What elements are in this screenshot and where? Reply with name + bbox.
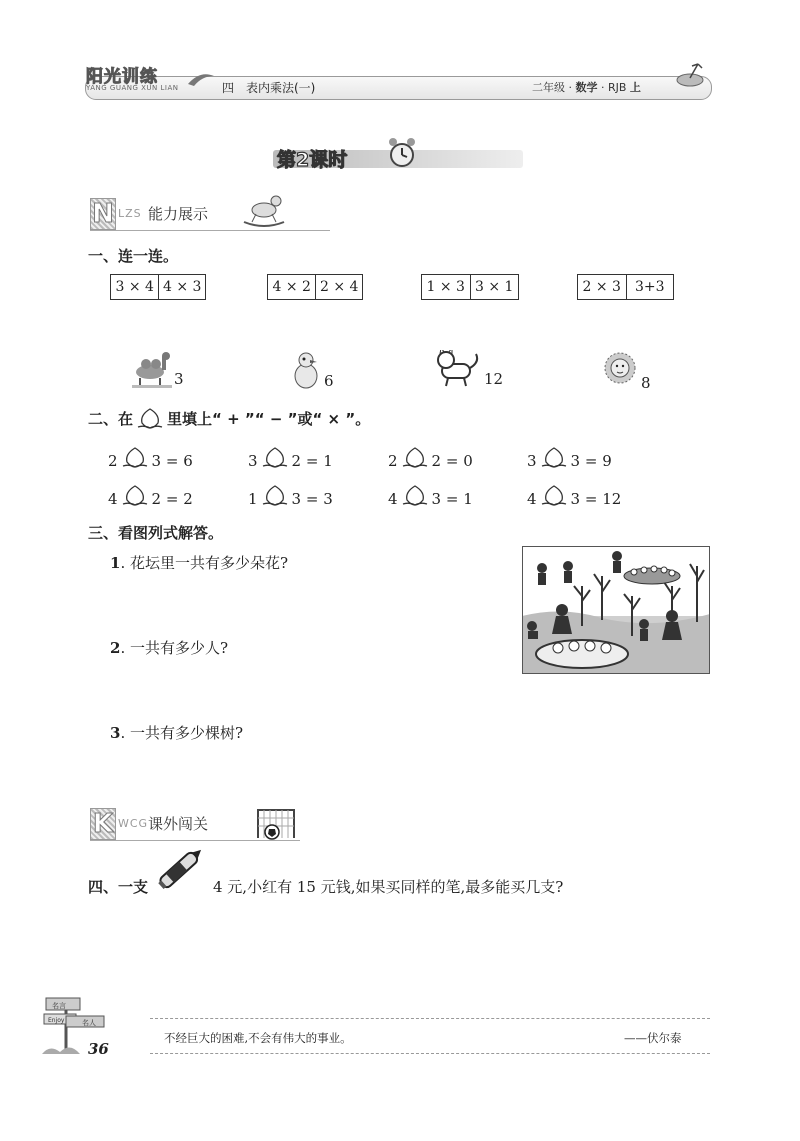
swoosh-icon (186, 68, 216, 90)
logo-pinyin: YANG GUANG XUN LIAN (86, 84, 179, 92)
equation-rhs: 3 = 1 (431, 490, 473, 508)
section-abbr: WCG (118, 817, 149, 830)
peach-blank-icon[interactable] (261, 482, 289, 508)
operand: 4 (108, 490, 118, 508)
peach-blank-icon[interactable] (401, 444, 429, 470)
peach-icon (136, 405, 164, 431)
animal-number: 8 (641, 374, 651, 392)
sign-text: Enjoy (48, 1017, 65, 1024)
cat-icon (436, 350, 480, 388)
operand: 4 (527, 490, 537, 508)
section-letter: K (90, 808, 116, 840)
animal-item-camel[interactable] (130, 348, 200, 390)
unit-title: 四 表内乘法(一) (222, 81, 316, 95)
animal-number: 3 (174, 370, 184, 388)
soccer-goal-icon (254, 806, 298, 842)
question-1-title: 一、连一连。 (88, 247, 179, 265)
quote-author: ——伏尔泰 (624, 1031, 682, 1045)
alarm-clock-icon (387, 136, 417, 170)
expression-pair-4[interactable] (577, 274, 674, 300)
logo-title: 阳光训练 (86, 67, 158, 87)
camel-icon (130, 348, 174, 388)
animal-item-cat[interactable] (436, 350, 516, 392)
expression: 3 × 1 (475, 279, 514, 295)
question-4-text: 4 元,小红有 15 元钱,如果买同样的笔,最多能买几支? (213, 878, 564, 896)
brand-logo (78, 62, 218, 98)
lesson-title: 第2课时 (277, 149, 348, 171)
page-number: 36 (88, 1040, 109, 1058)
expression: 2 × 3 (578, 275, 627, 299)
expression: 3 × 4 (111, 275, 159, 299)
section-abbr: LZS (118, 207, 142, 220)
expression-pair-1[interactable] (110, 274, 206, 300)
blank-equation[interactable] (108, 482, 193, 508)
leaf-ornament-icon (672, 58, 712, 94)
animal-number: 6 (324, 372, 334, 390)
equation-rhs: 3 = 9 (570, 452, 612, 470)
equation-rhs: 2 = 2 (151, 490, 193, 508)
blank-equation[interactable] (248, 482, 333, 508)
operand: 2 (388, 452, 398, 470)
sub-question-2: 2. 一共有多少人? (110, 639, 229, 657)
park-illustration (522, 546, 710, 674)
blank-equation[interactable] (388, 444, 473, 470)
pen-icon (152, 838, 210, 898)
quote-text: 不经巨大的困难,不会有伟大的事业。 (164, 1031, 352, 1045)
sign-text: 名人 (82, 1019, 96, 1027)
operand: 3 (248, 452, 258, 470)
grade-info: 二年级 · 数学 · RJB 上 (532, 81, 641, 94)
expression: 1 × 3 (422, 275, 471, 299)
peach-blank-icon[interactable] (401, 482, 429, 508)
equation-rhs: 3 = 6 (151, 452, 193, 470)
sub-question-3: 3. 一共有多少棵树? (110, 724, 244, 742)
peach-blank-icon[interactable] (540, 482, 568, 508)
animal-item-chick[interactable] (290, 350, 350, 392)
section-name: 课外闯关 (148, 815, 209, 833)
operand: 2 (108, 452, 118, 470)
section-banner-challenge (90, 808, 350, 842)
operand: 4 (388, 490, 398, 508)
expression-pair-3[interactable] (421, 274, 519, 300)
equation-rhs: 3 = 3 (291, 490, 333, 508)
animal-item-lion[interactable] (603, 350, 663, 394)
operand: 1 (248, 490, 258, 508)
animal-number: 12 (484, 370, 504, 388)
expression: 4 × 3 (163, 279, 202, 295)
expression: 2 × 4 (320, 279, 359, 295)
lion-icon (603, 350, 637, 388)
peach-blank-icon[interactable] (261, 444, 289, 470)
blank-equation[interactable] (108, 444, 193, 470)
question-2-title: 二、在 里填上“ + ”“ − ”或“ × ”。 (88, 405, 370, 431)
blank-equation[interactable] (388, 482, 473, 508)
operand: 3 (527, 452, 537, 470)
peach-blank-icon[interactable] (121, 482, 149, 508)
question-3-title: 三、看图列式解答。 (88, 524, 224, 542)
section-name: 能力展示 (148, 205, 209, 223)
chick-icon (290, 350, 322, 390)
section-letter: N (90, 198, 116, 230)
peach-blank-icon[interactable] (121, 444, 149, 470)
section-banner-ability (90, 198, 350, 232)
lesson-title-banner (273, 142, 533, 174)
equation-rhs: 2 = 0 (431, 452, 473, 470)
rocking-horse-icon (240, 192, 288, 228)
sign-text: 名言 (52, 1002, 66, 1010)
expression: 4 × 2 (268, 275, 316, 299)
blank-equation[interactable] (527, 482, 621, 508)
sub-question-1: 1. 花坛里一共有多少朵花? (110, 554, 289, 572)
expression: 3+3 (634, 279, 665, 295)
question-4-label: 四、一支 (88, 878, 149, 896)
peach-blank-icon[interactable] (540, 444, 568, 470)
blank-equation[interactable] (248, 444, 333, 470)
equation-rhs: 2 = 1 (291, 452, 333, 470)
equation-rhs: 3 = 12 (570, 490, 622, 508)
expression-pair-2[interactable] (267, 274, 363, 300)
blank-equation[interactable] (527, 444, 612, 470)
